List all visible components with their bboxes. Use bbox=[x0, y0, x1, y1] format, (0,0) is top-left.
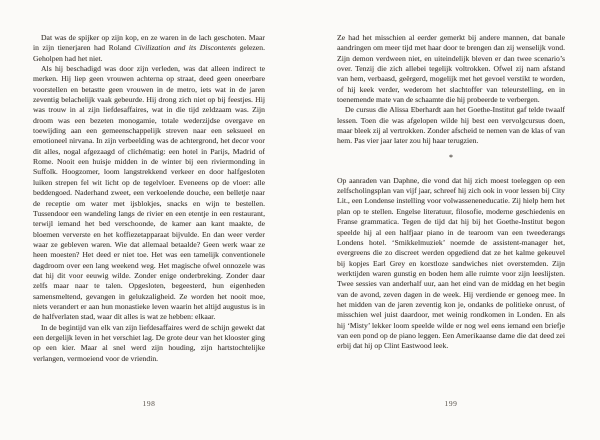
text-segment: Als hij beschadigd was door zijn verleden, was dat alleen indirect te merken. Hij liep geen vrouwen achterna op straat, deed geen oneerbare voorstellen en betastte geen vrouwen in de metro, iets wat in de jaren zeventig belachelijk vaak gebeurde. Hij drong zich niet op bij feestjes. Hij was trouw in al zijn liefdesaffaires, wat in die tijd zeldzaam was. Zijn droom was een bezeten monogamie, totale wederzijdse overgave en toewijding aan een gemeenschappelijk streven naar een seksueel en emotioneel nirvana. In zijn verbeelding was de achtergrond, het decor voor dit alles, nogal afgezaagd of clichématig: een hotel in Parijs, Madrid of Rome. Nooit een huisje midden in de winter bij een riviermonding in Suffolk. Hoogzomer, loom langstrekkend verkeer en door halfgesloten luiken strepen fel wit licht op de tegelvloer. Eveneens op de vloer: alle beddengoed. Naderhand zweet, een verkoelende douche, een belletje naar de receptie om water met ijsblokjes, snacks en wijn te bestellen. Tussendoor een wandeling langs de rivier en een etentje in een restaurant, terwijl iemand het bed verschoonde, de kamer aan kant maakte, de bloemen ververste en het koffiezetapparaat bijvulde. En dan weer verder waar ze gebleven waren. Wie dat allemaal betaalde? Geen werk waar ze heen moesten? Het deed er niet toe. Het was een tamelijk conventionele dagdroom over een lang weekend weg. Het magische ofwel onnozele was dat hij dit voor eeuwig wilde. Zonder enige onderbreking. Zonder daar zelfs maar naar te talen. Opgesloten, begeesterd, hun eigenheden samensmeltend, gevangen in gelukzaligheid. Ze worden het nooit moe, niets verandert er aan hun monastieke leven waarin het altijd augustus is in de halfverlaten stad, waar dit alles is wat ze hebben: elkaar. bbox=[33, 64, 265, 322]
paragraph bbox=[33, 33, 265, 64]
text-segment: Dat was de spijker op zijn kop, en ze waren in de lach geschoten. Maar in zijn tienerjaren had Roland bbox=[33, 33, 265, 53]
section-break: * bbox=[449, 152, 453, 162]
text-segment: De cursus die Alissa Eberhardt aan het Goethe-Institut gaf telde twaalf lessen. Toen die was afgelopen wilde hij best een vervolgcursus doen, maar bleek zij al vertrokken. Zonder afscheid te nemen van de klas of van hem. Pas vier jaar later zou hij haar terugzien. bbox=[337, 105, 565, 146]
paragraph bbox=[337, 176, 565, 352]
paragraph bbox=[33, 323, 265, 364]
page-number-left: 198 bbox=[142, 399, 156, 408]
text-segment: In de begintijd van elk van zijn liefdesaffaires werd de schijn gewekt dat een dergelijk leven in het verschiet lag. De grote deur van het klooster ging op een kier. Maar al snel werd zijn houding, zijn hartstochtelijke verlangen, vermoeiend voor de vriendin. bbox=[33, 322, 265, 363]
text-segment: Op aanraden van Daphne, die vond dat hij zich moest toeleggen op een zelfscholingsplan van vijf jaar, schreef hij zich ook in voor lessen bij City Lit., een Londense instelling voor volwasseneneducatie. Zij hielp hem het plan op te stellen. Engelse literatuur, filosofie, moderne geschiedenis en Franse grammatica. Tegen de tijd dat hij bij het Goethe-Institut begon speelde hij al een halfjaar piano in de tearoom van een tweederangs Londens hotel. ‘Smikkelmuziek’ noemde de assistent-manager het, evergreens die zo discreet werden opgediend dat ze het kalme gekeuvel bij kopjes Earl Grey en korstloze sandwiches niet overstemden. Zijn werktijden waren gunstig en boden hem alle ruimte voor zijn leeslijsten. Twee sessies van anderhalf uur, aan het eind van de middag en het begin van de avond, zeven dagen in de week. Hij verdiende er genoeg mee. In het midden van de jaren zeventig kon je, ondanks de politieke onrust, of misschien wel juist daardoor, met weinig rondkomen in Londen. En als hij ‘Misty’ lekker loom speelde wilde er nog wel eens iemand een briefje van een pond op de piano leggen. Een Amerikaanse dame die dat deed zei erbij dat hij op Clint Eastwood leek. bbox=[337, 175, 565, 351]
text-segment: Ze had het misschien al eerder gemerkt bij andere mannen, dat banale aandringen om meer tijd met haar door te brengen dan zij wenselijk vond. Zijn demon verdween niet, en uiteindelijk bleven er dan twee scenario’s over. Tenzij die zich allebei tegelijk voltrokken. Ofwel zij nam afstand van hem, verbaasd, geërgerd, mogelijk met het gevoel verstikt te worden, of hij keek verder, wederom het slachtoffer van teleurstelling, en in toenemende mate van de schaamte die hij probeerde te verbergen. bbox=[337, 33, 565, 105]
paragraph bbox=[337, 105, 565, 146]
italic-book-title: Civilization and its Discontents bbox=[134, 43, 237, 53]
text-segment: gelezen. Geholpen had het niet. bbox=[33, 43, 265, 63]
paragraph bbox=[337, 33, 565, 105]
book-page-left-text bbox=[33, 33, 265, 397]
book-page-right-text bbox=[337, 33, 565, 397]
paragraph bbox=[33, 64, 265, 323]
page-number-right: 199 bbox=[444, 399, 458, 408]
